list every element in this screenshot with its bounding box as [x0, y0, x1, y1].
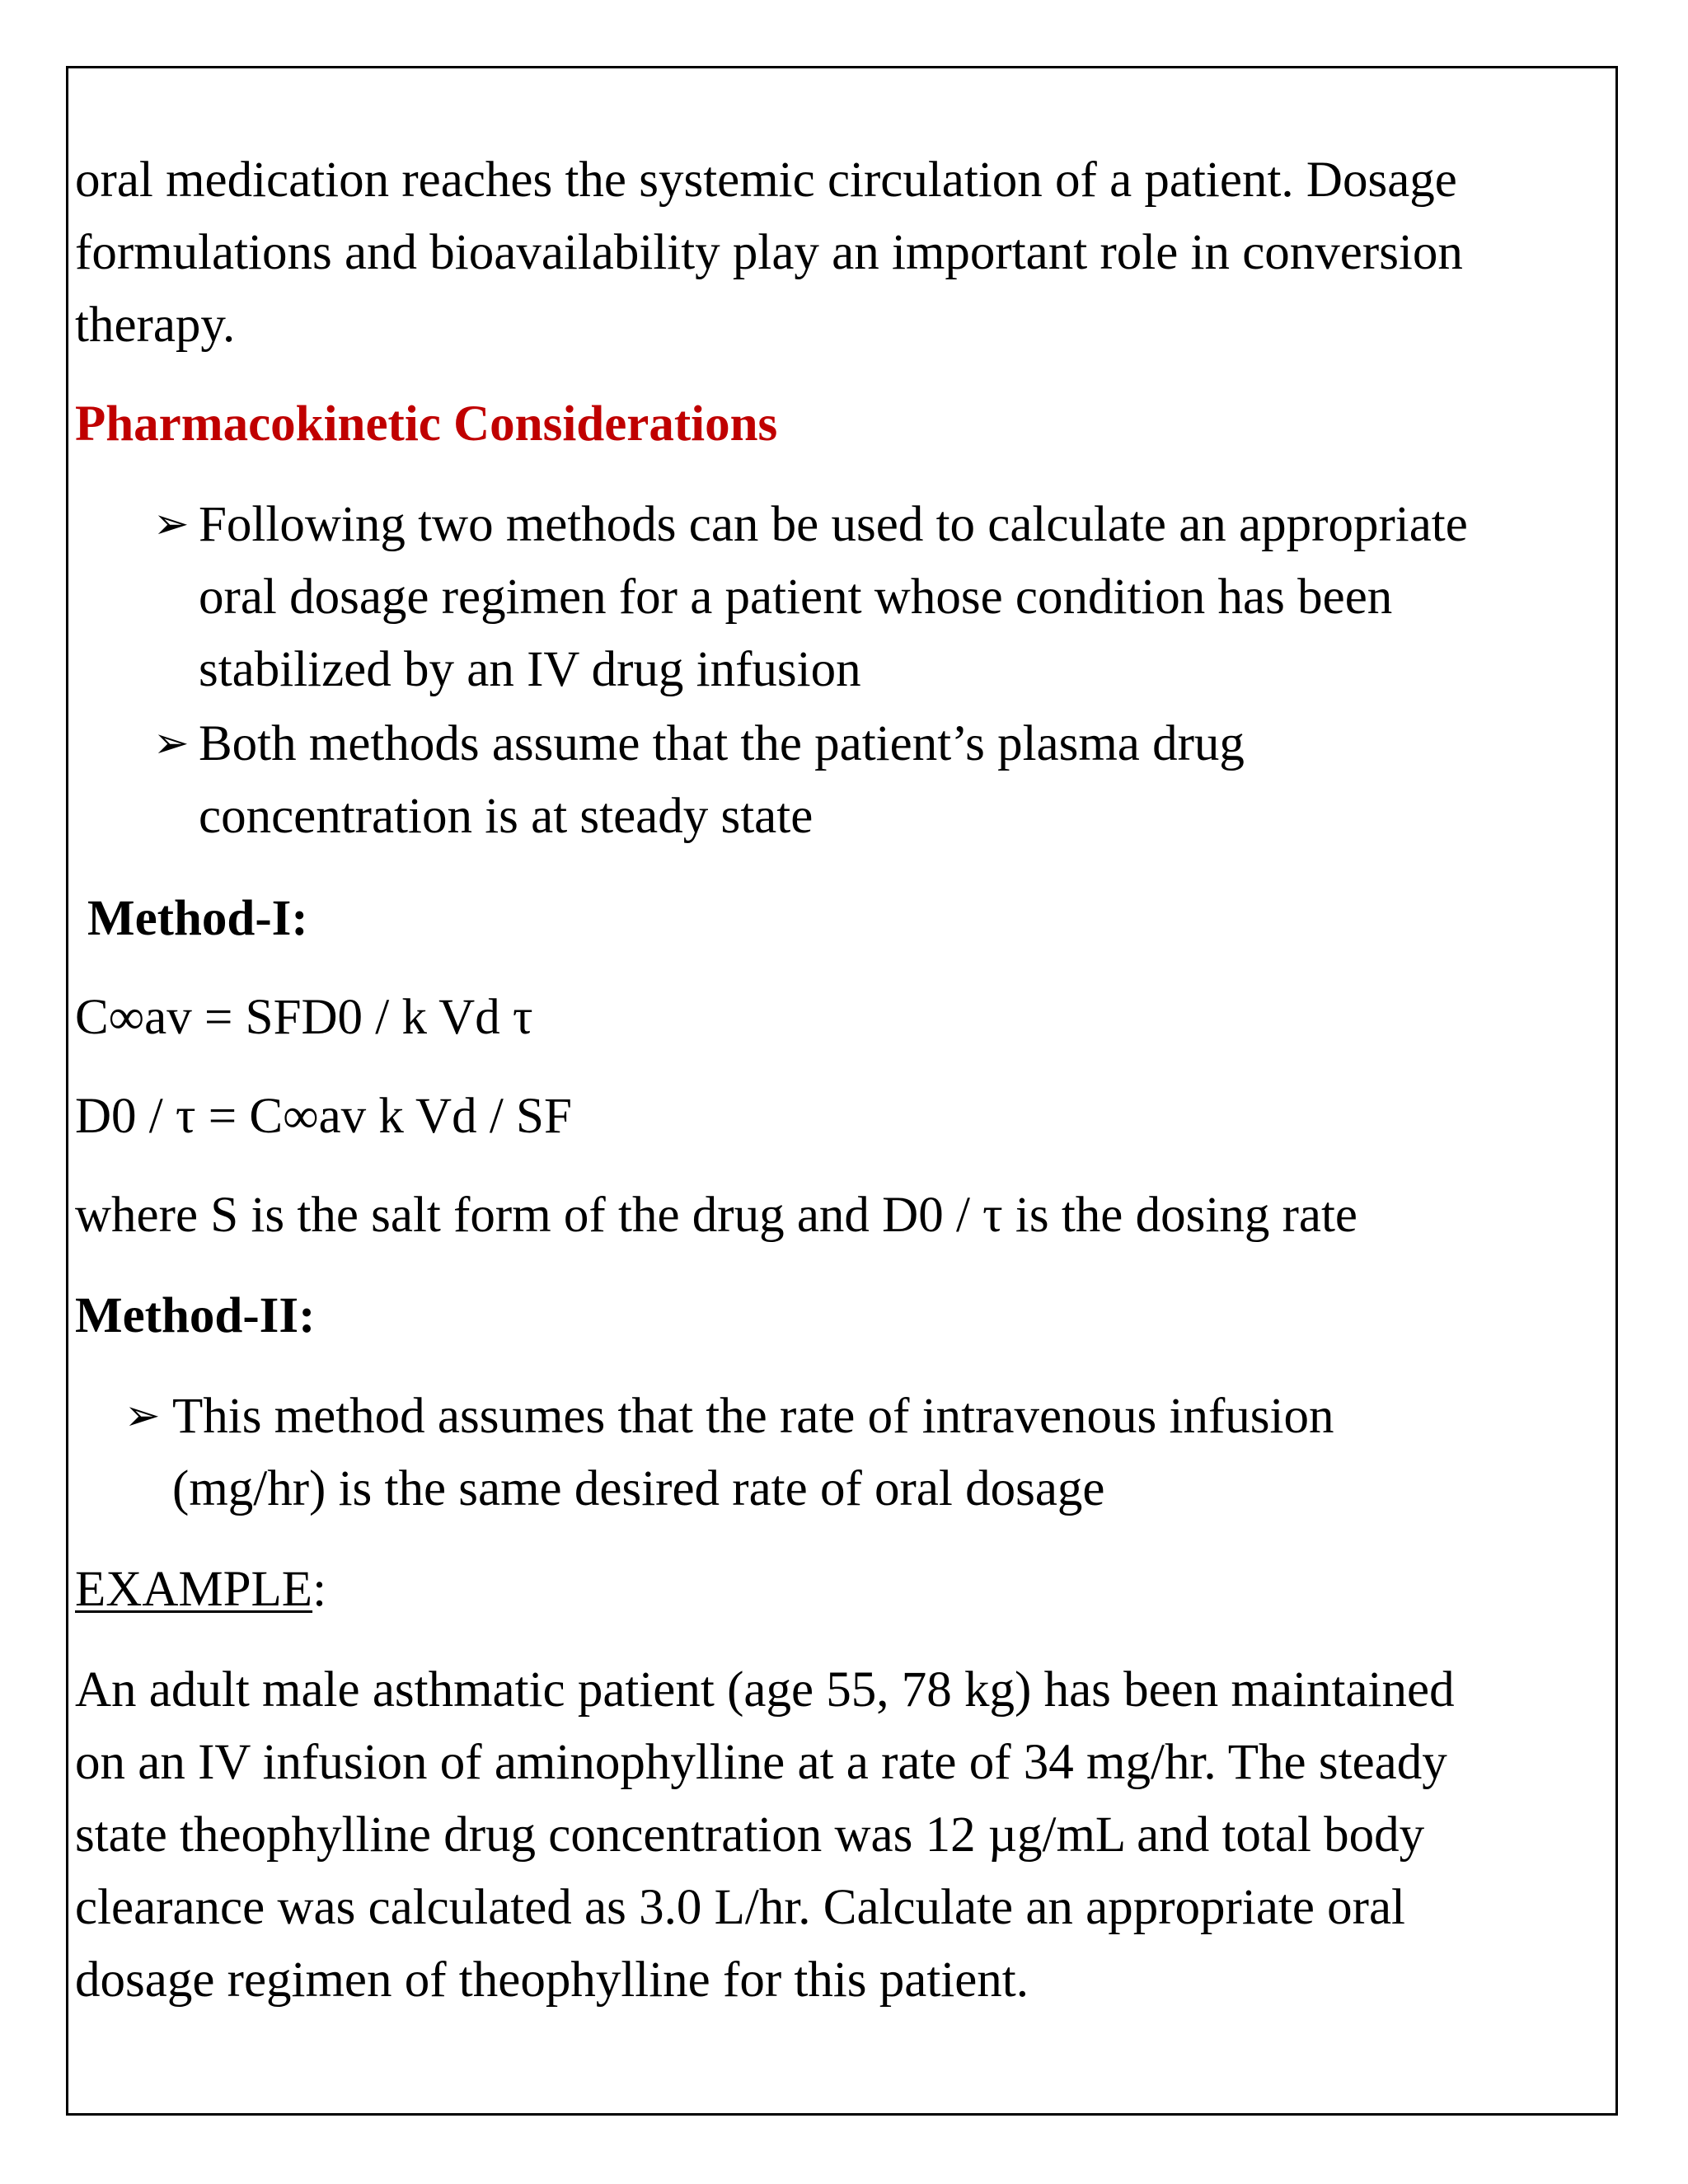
bullet-line: This method assumes that the rate of intravenous infusion — [172, 1389, 1334, 1444]
method-1-heading: Method-I: — [87, 891, 308, 946]
example-line: clearance was calculated as 3.0 L/hr. Calculate an appropriate oral — [75, 1880, 1405, 1935]
example-label-row — [75, 1564, 326, 1615]
bullet-line: Following two methods can be used to calculate an appropriate — [199, 497, 1468, 552]
example-colon: : — [312, 1562, 327, 1617]
arrowhead-bullet-icon: ➢ — [124, 1391, 161, 1441]
bullet-line: (mg/hr) is the same desired rate of oral dosage — [172, 1461, 1105, 1516]
intro-line: therapy. — [75, 298, 236, 353]
intro-line: formulations and bioavailability play an important role in conversion — [75, 225, 1463, 280]
section-heading: Pharmacokinetic Considerations — [75, 396, 778, 452]
example-line: state theophylline drug concentration was 12 µg/mL and total body — [75, 1807, 1425, 1863]
example-line: on an IV infusion of aminophylline at a rate of 34 mg/hr. The steady — [75, 1735, 1447, 1790]
bullet-line: Both methods assume that the patient’s plasma drug — [199, 716, 1245, 771]
example-label: EXAMPLE — [75, 1562, 313, 1617]
bullet-line: concentration is at steady state — [199, 789, 814, 844]
arrowhead-bullet-icon: ➢ — [153, 719, 190, 768]
example-line: An adult male asthmatic patient (age 55, 78 kg) has been maintained — [75, 1662, 1455, 1718]
intro-line: oral medication reaches the systemic circulation of a patient. Dosage — [75, 152, 1457, 208]
bullet-line: oral dosage regimen for a patient whose condition has been — [199, 569, 1393, 625]
example-line: dosage regimen of theophylline for this patient. — [75, 1952, 1029, 2008]
method-1-note: where S is the salt form of the drug and D0 / τ is the dosing rate — [75, 1188, 1357, 1243]
equation-1: C∞av = SFD0 / k Vd τ — [75, 990, 533, 1045]
equation-2: D0 / τ = C∞av k Vd / SF — [75, 1089, 572, 1144]
method-2-heading: Method-II: — [75, 1288, 316, 1343]
arrowhead-bullet-icon: ➢ — [153, 499, 190, 549]
bullet-line: stabilized by an IV drug infusion — [199, 642, 861, 697]
